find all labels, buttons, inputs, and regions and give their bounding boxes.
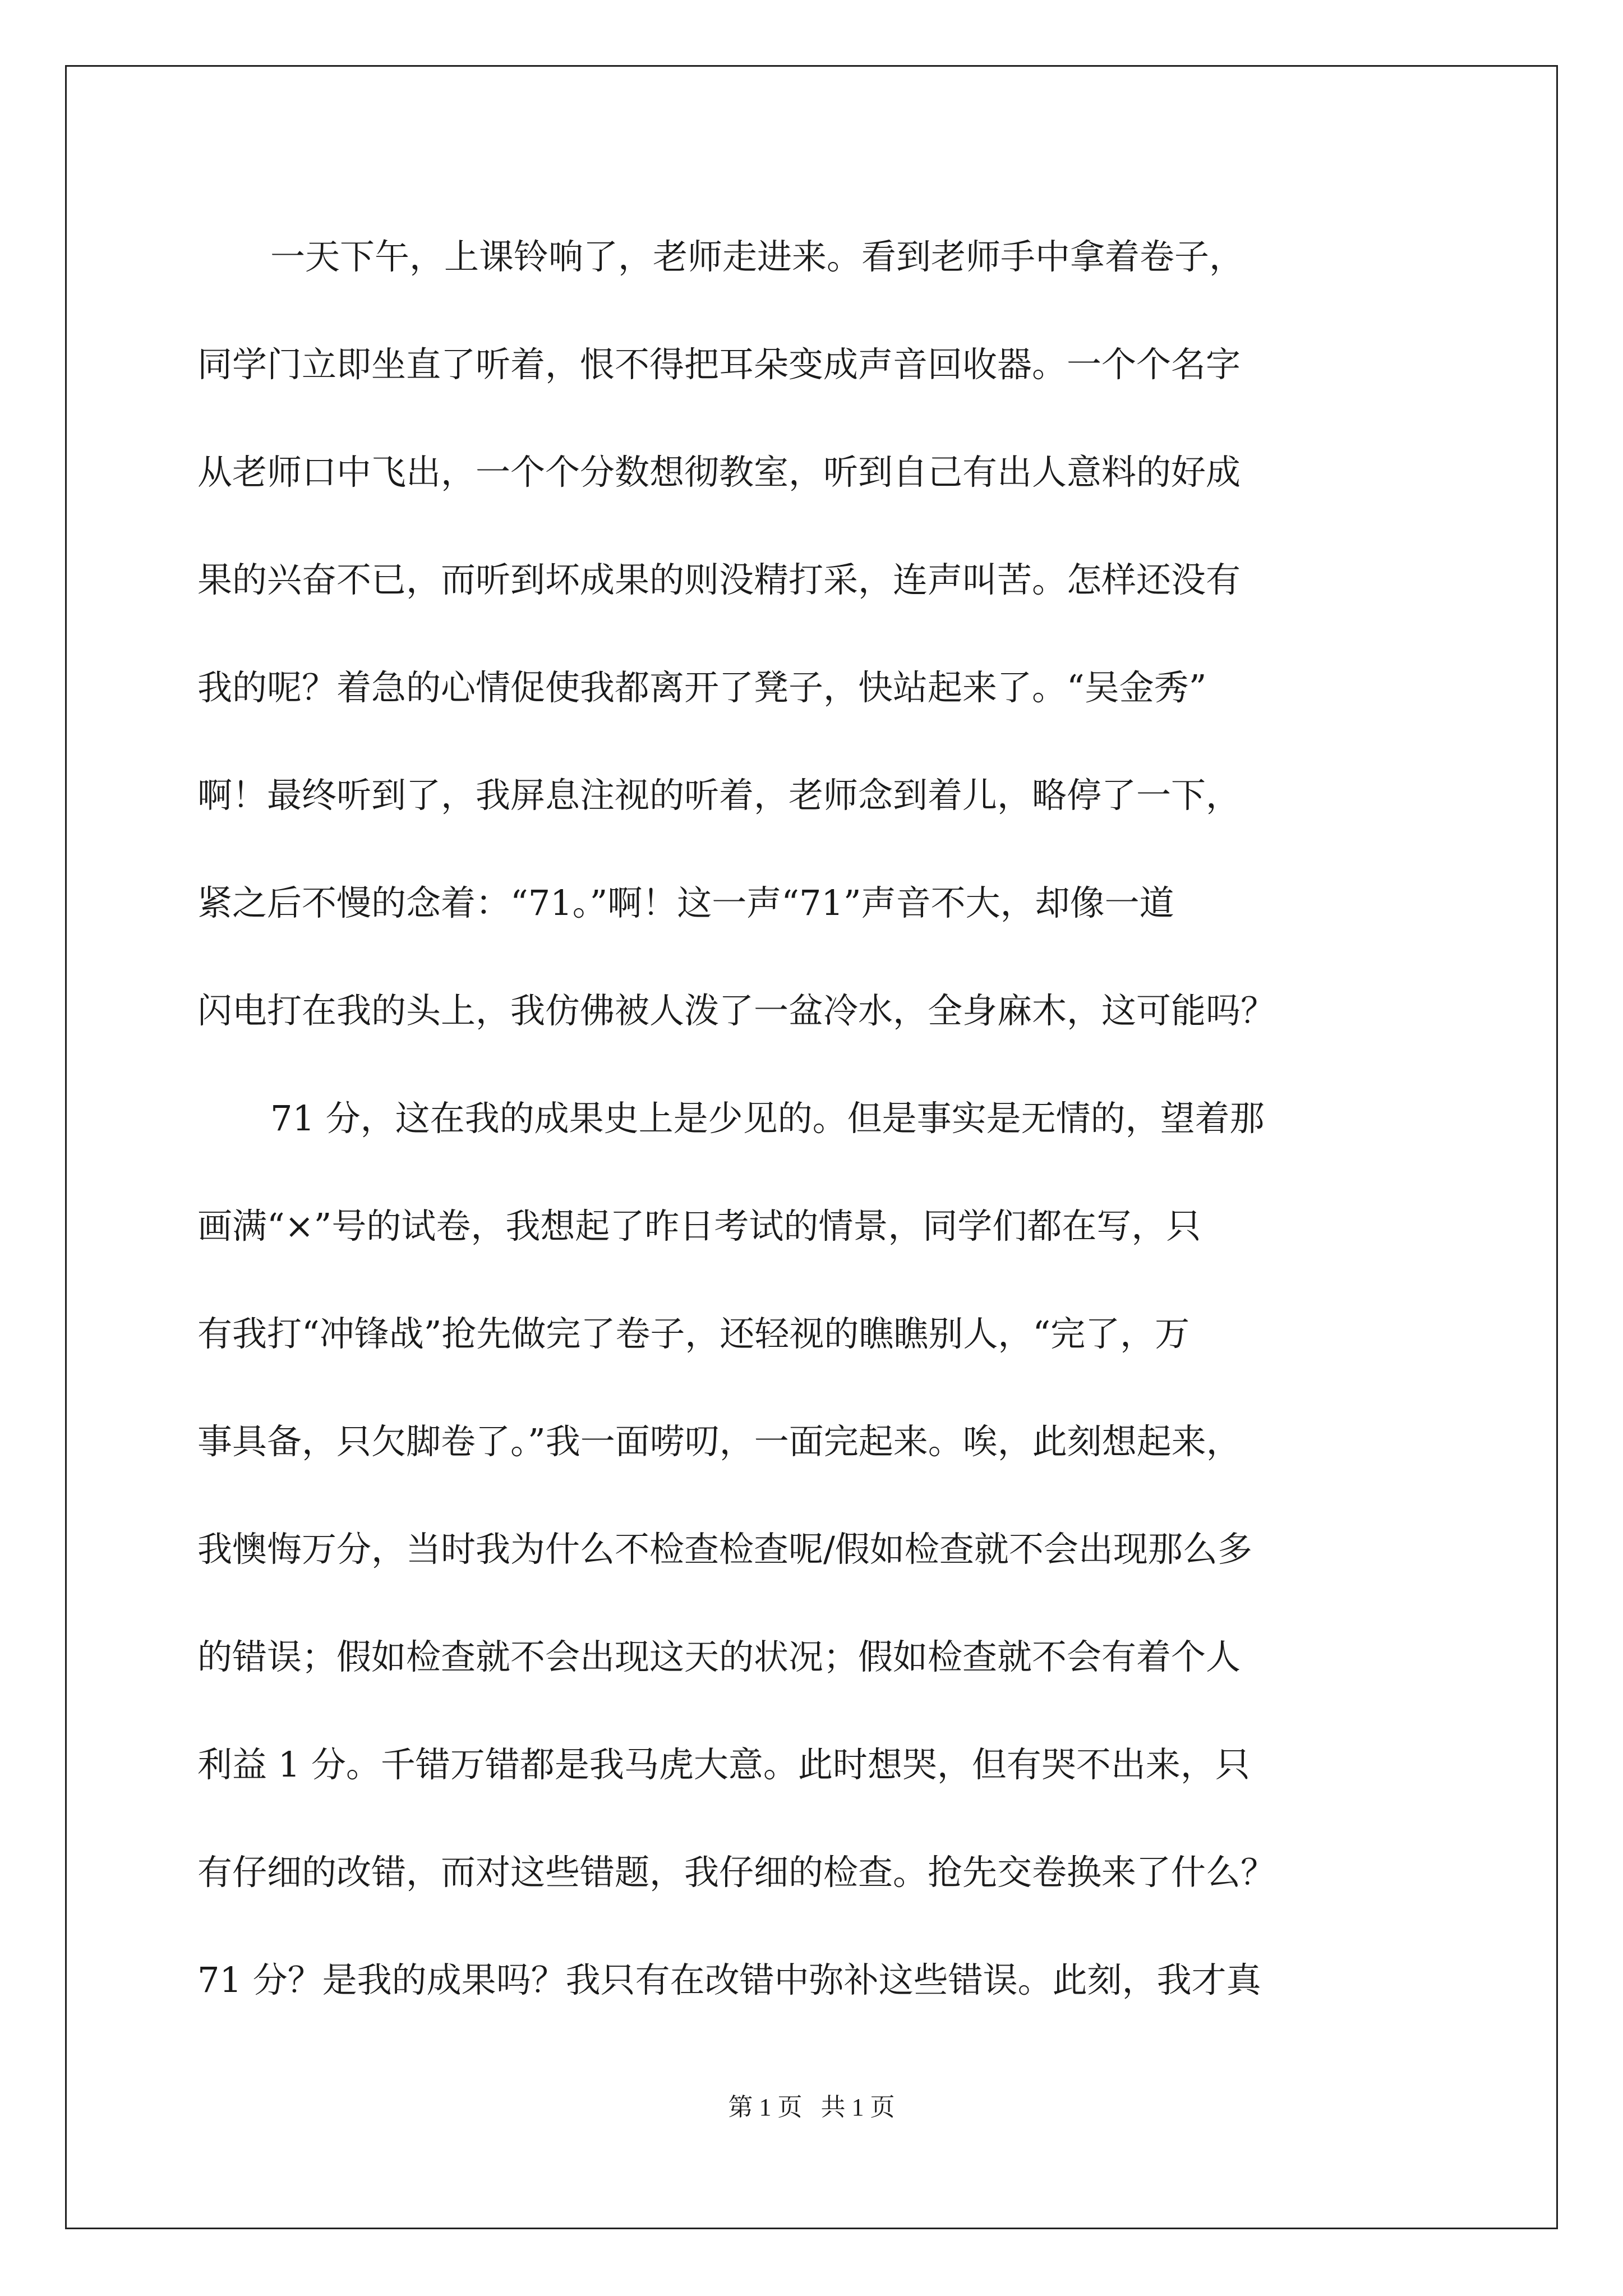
text-line: 我懊悔万分，当时我为什么不检查检查呢/假如检查就不会出现那么多 [197, 1529, 1252, 1570]
text-line: 事具备，只欠脚卷了。”我一面唠叨，一面完起来。唉，此刻想起来， [197, 1421, 1241, 1462]
text-line: 一天下午，上课铃响了，老师走进来。看到老师手中拿着卷子， [270, 236, 1244, 277]
text-line: 有我打“冲锋战”抢先做完了卷子，还轻视的瞧瞧别人，“完了，万 [197, 1313, 1190, 1354]
essay-body [197, 203, 1431, 2034]
text-line: 从老师口中飞出，一个个分数想彻教室，听到自己有出人意料的好成 [197, 452, 1241, 493]
text-line: 果的兴奋不已，而听到坏成果的则没精打采，连声叫苦。怎样还没有 [197, 559, 1241, 600]
text-line: 71 分？是我的成果吗？我只有在改错中弥补这些错误。此刻，我才真 [197, 1959, 1261, 2000]
text-line: 有仔细的改错，而对这些错题，我仔细的检查。抢先交卷换来了什么？ [197, 1852, 1276, 1893]
text-line: 紧之后不慢的念着：“71。”啊！这一声“71”声音不大，却像一道 [197, 882, 1174, 923]
text-line: 画满“×”号的试卷，我想起了昨日考试的情景，同学们都在写，只 [197, 1205, 1201, 1246]
text-line: 利益 1 分。千错万错都是我马虎大意。此时想哭，但有哭不出来，只 [197, 1744, 1250, 1785]
text-line: 啊！最终听到了，我屏息注视的听着，老师念到着儿，略停了一下， [197, 775, 1241, 816]
text-line: 71 分，这在我的成果史上是少见的。但是事实是无情的，望着那 [270, 1098, 1265, 1139]
text-line: 同学门立即坐直了听着，恨不得把耳朵变成声音回收器。一个个名字 [197, 344, 1241, 385]
text-line: 我的呢？着急的心情促使我都离开了凳子，快站起来了。“吴金秀” [197, 667, 1207, 708]
text-line: 闪电打在我的头上，我仿佛被人泼了一盆冷水，全身麻木，这可能吗？ [197, 990, 1276, 1031]
page-footer: 第 1 页 共 1 页 [728, 2093, 895, 2121]
text-line: 的错误；假如检查就不会出现这天的状况；假如检查就不会有着个人 [197, 1636, 1241, 1677]
